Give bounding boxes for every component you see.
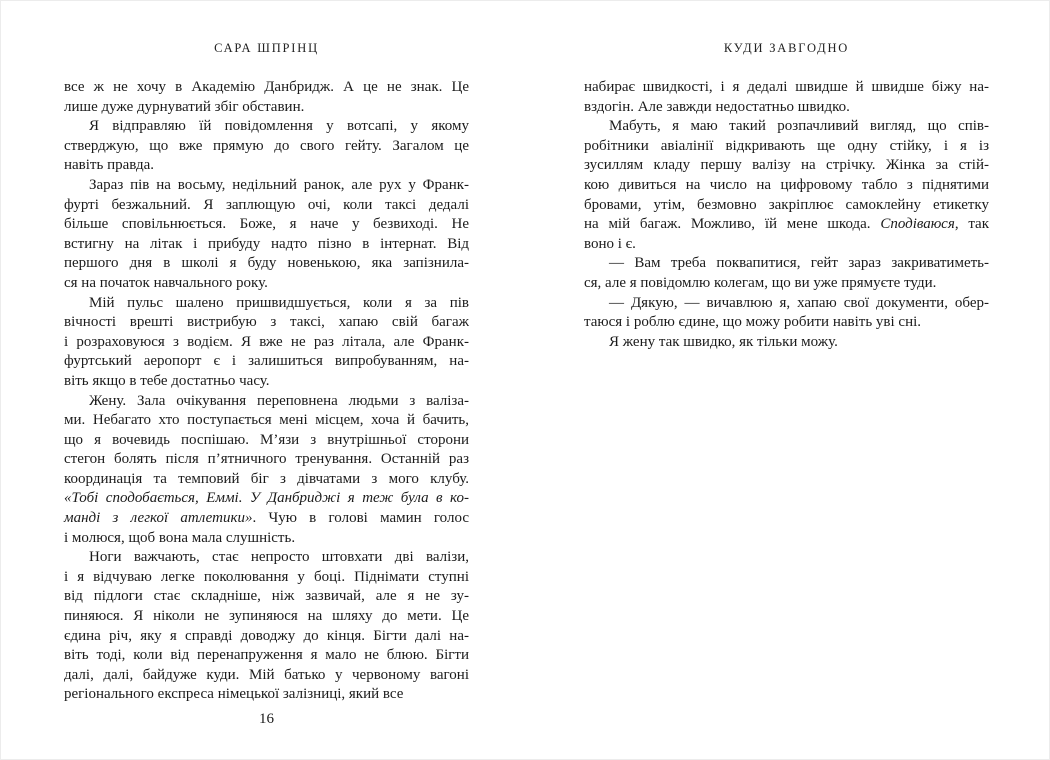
text-line: [64, 196, 469, 216]
text-line: [584, 294, 989, 314]
page-number: 16: [259, 711, 274, 727]
text-segment: лише дуже дурнуватий збіг обставин.: [64, 98, 305, 115]
text-line: [64, 392, 469, 412]
text-segment: кою дивиться на число на цифровому табло з піднятими: [584, 176, 989, 193]
text-line: [584, 274, 989, 294]
text-line: [64, 587, 469, 607]
text-line: [64, 568, 469, 588]
text-segment: координація та темповий біг з дівчатами з мого клубу.: [64, 470, 469, 487]
text-line: [64, 646, 469, 666]
text-segment: бровами, утім, безмовно закріплює самоклейну етикетку: [584, 196, 989, 213]
text-line: [64, 666, 469, 686]
italic-text-segment: манді з легкої атлетики»: [64, 510, 253, 527]
right-text-column: [584, 78, 989, 352]
left-page: [64, 41, 469, 705]
text-line: [584, 215, 989, 235]
text-segment: воно і є.: [584, 235, 636, 252]
text-line: [64, 254, 469, 274]
text-segment: фурті безжальний. Я заплющую очі, коли таксі дедалі: [64, 196, 469, 213]
text-line: [64, 372, 469, 392]
text-line: [64, 470, 469, 490]
text-line: [64, 215, 469, 235]
text-line: [584, 235, 989, 255]
text-segment: більше сповільнюється. Боже, я наче у безвиході. Не: [64, 216, 469, 233]
italic-text-segment: «Тобі сподобається, Еммі. У Данбриджі я теж була в ко-: [64, 490, 469, 507]
text-segment: ся на початок навчального року.: [64, 274, 268, 291]
text-line: [64, 78, 469, 98]
text-line: [584, 176, 989, 196]
text-line: [584, 156, 989, 176]
text-line: [584, 137, 989, 157]
text-segment: — Дякую, — вичавлюю я, хапаю свої документи, обер-: [609, 294, 989, 311]
text-line: [584, 333, 989, 353]
text-segment: робітники авіалінії відкривають ще одну стійку, і я із: [584, 137, 989, 154]
text-line: [64, 548, 469, 568]
text-segment: єдина річ, яку я справді доводжу до кінця. Бігти далі на-: [64, 627, 469, 644]
text-segment: Мій пульс шалено пришвидшується, коли я за пів: [89, 294, 469, 311]
text-segment: що я вочевидь поспішаю. М’язи з внутрішньої сторони: [64, 431, 469, 448]
text-line: [64, 313, 469, 333]
text-segment: першого дня в школі я буду новенькою, яка запізнила-: [64, 255, 469, 272]
text-segment: Зараз пів на восьму, недільний ранок, але рух у Франк-: [89, 176, 469, 193]
text-line: [64, 627, 469, 647]
text-segment: Мабуть, я маю такий розпачливий вигляд, що спів-: [609, 118, 989, 135]
text-line: [64, 685, 469, 705]
text-segment: — Вам треба поквапитися, гейт зараз закриватиметь-: [609, 255, 989, 272]
text-segment: Я відправляю їй повідомлення у вотсапі, у якому: [89, 118, 469, 135]
text-segment: і я відчуваю легке поколювання у боці. Піднімати ступні: [64, 568, 469, 585]
text-line: [64, 137, 469, 157]
text-segment: стегон болять після п’ятничного тренування. Останній раз: [64, 451, 469, 468]
text-segment: на мій багаж. Можливо, їй мене шкода.: [584, 216, 881, 233]
text-segment: таюся і роблю єдине, що можу робити навіть уві сні.: [584, 314, 922, 331]
text-segment: навіть правда.: [64, 157, 155, 174]
text-segment: Ноги важчають, стає непросто штовхати дві валізи,: [89, 549, 469, 566]
text-line: [64, 294, 469, 314]
text-segment: і розраховуюся з водієм. Я вже не раз літала, але Франк-: [64, 333, 469, 350]
text-line: [64, 352, 469, 372]
text-segment: Жену. Зала очікування переповнена людьми з валіза-: [89, 392, 469, 409]
text-segment: і молюся, щоб вона мала слушність.: [64, 529, 296, 546]
text-segment: вічності врешті вистрибую з таксі, хапаю свій багаж: [64, 314, 469, 331]
text-line: [64, 607, 469, 627]
text-line: [584, 98, 989, 118]
text-line: [64, 529, 469, 549]
text-segment: . Чую в голові мамин голос: [252, 510, 470, 527]
text-line: [64, 235, 469, 255]
text-line: [584, 117, 989, 137]
right-page: [584, 41, 989, 352]
text-segment: встигну на літак і прибуду надто пізно в інтернат. Від: [64, 235, 469, 252]
text-segment: Я жену так швидко, як тільки можу.: [609, 333, 838, 350]
text-segment: ся, але я повідомлю колегам, що ви уже прямуєте туди.: [584, 274, 937, 291]
text-line: [584, 254, 989, 274]
running-header-right: КУДИ ЗАВГОДНО: [723, 41, 850, 55]
left-text-column: [64, 78, 469, 705]
text-line: [64, 98, 469, 118]
text-segment: набирає швидкості, і я дедалі швидше й швидше біжу на-: [584, 79, 989, 95]
text-segment: фуртський аеропорт є і залишиться випробуванням, на-: [64, 353, 469, 370]
text-segment: регіонального експреса німецької залізниці, який все: [64, 686, 404, 703]
text-line: [64, 333, 469, 353]
text-line: [64, 509, 469, 529]
text-line: [584, 313, 989, 333]
text-segment: стверджую, що вже прямую до свого гейту. Загалом це: [64, 137, 469, 154]
text-segment: віть тоді, коли від перенапруження я мало не блюю. Бігти: [64, 647, 469, 664]
text-segment: вздогін. Але завжди недостатньо швидко.: [584, 98, 850, 115]
text-segment: все ж не хочу в Академію Данбридж. А це не знак. Це: [64, 79, 469, 95]
text-line: [64, 489, 469, 509]
text-line: [64, 176, 469, 196]
text-segment: пиняюся. Я ніколи не зупиняюся на шляху до мети. Це: [64, 608, 469, 625]
text-segment: , так: [954, 216, 990, 233]
text-line: [64, 450, 469, 470]
text-segment: віть якщо в тебе достатньо часу.: [64, 372, 270, 389]
text-line: [64, 411, 469, 431]
text-line: [64, 274, 469, 294]
text-line: [584, 196, 989, 216]
text-line: [64, 431, 469, 451]
text-segment: зусиллям кладу першу валізу на стрічку. Жінка за стій-: [584, 157, 989, 174]
text-line: [584, 78, 989, 98]
text-segment: від підлоги стає складніше, ніж зазвичай, але я не зу-: [64, 588, 469, 605]
text-segment: далі, далі, байдуже куди. Мій батько у червоному вагоні: [64, 666, 469, 683]
running-header-left: САРА ШПРІНЦ: [214, 41, 319, 55]
text-line: [64, 117, 469, 137]
text-segment: ми. Небагато хто поступається мені місцем, хоча й бачить,: [64, 412, 469, 429]
text-line: [64, 156, 469, 176]
italic-text-segment: Сподіваюся: [880, 216, 955, 233]
